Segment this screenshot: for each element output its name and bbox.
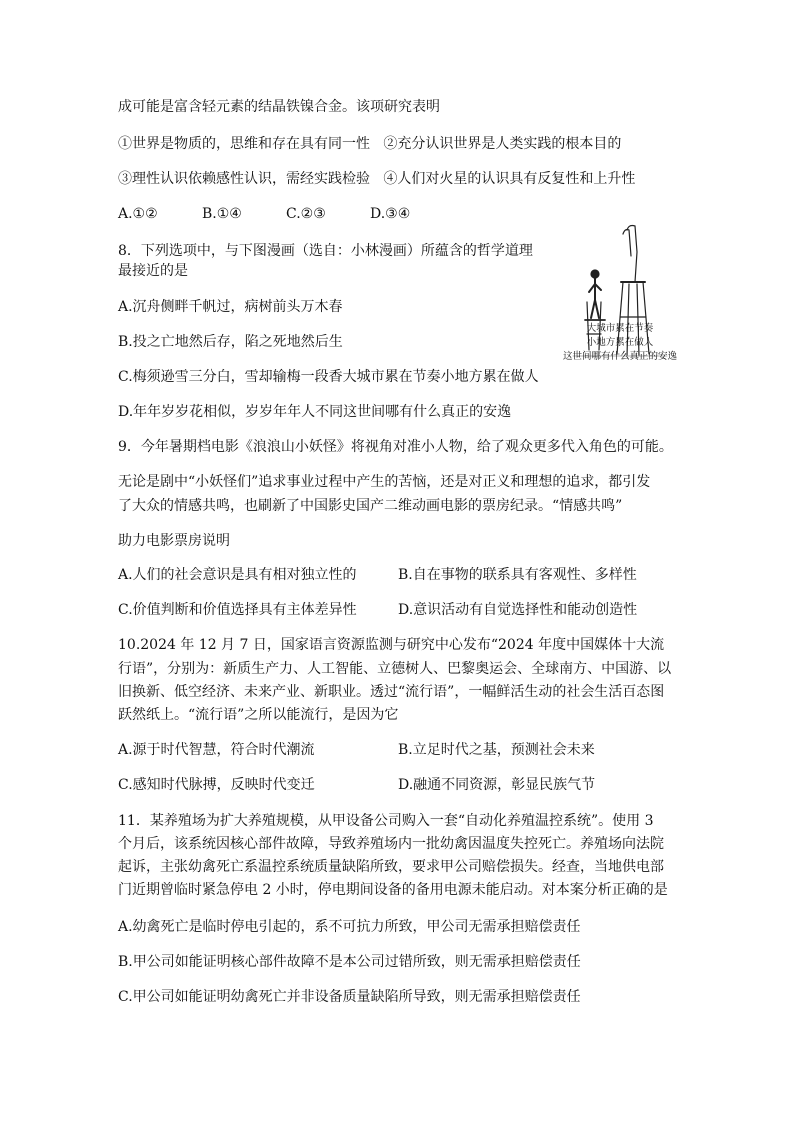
q10-option-b: B.立足时代之基，预测社会未来 [398, 742, 595, 758]
q9-option-d: D.意识活动有自觉选择性和能动创造性 [398, 602, 638, 618]
q7-option-b: B.①④ [202, 206, 242, 222]
q8-option-c: C.梅须逊雪三分白，雪却输梅一段香大城市累在节奏小地方累在做人 [118, 369, 539, 385]
q8-option-d: D.年年岁岁花相似，岁岁年年人不同这世间哪有什么真正的安逸 [118, 404, 512, 420]
q11-stem-line4: 门近期曾临时紧急停电 2 小时，停电期间设备的备用电源未能启动。对本案分析正确的是 [118, 882, 668, 898]
q11-stem-line2: 个月后，该系统因核心部件故障，导致养殖场内一批幼禽因温度失控死亡。养殖场向法院 [118, 836, 664, 852]
q10-option-c: C.感知时代脉搏，反映时代变迁 [118, 777, 315, 793]
q7-option-d: D.③④ [370, 206, 411, 222]
q7-statements-row1 [118, 135, 621, 153]
q7-statements-row2 [118, 170, 635, 188]
q10-option-a: A.源于时代智慧，符合时代潮流 [118, 742, 315, 758]
q11-option-c: C.甲公司如能证明幼禽死亡并非设备质量缺陷所导致，则无需承担赔偿责任 [118, 989, 581, 1005]
q9-stem-line1: 9．今年暑期档电影《浪浪山小妖怪》将视角对准小人物，给了观众更多代入角色的可能。 [118, 439, 673, 455]
q10-option-d: D.融通不同资源，彰显民族气节 [398, 777, 596, 793]
cartoon-caption-line2: 小地方累在做人 [586, 337, 654, 348]
q8-stem-line2: 最接近的是 [118, 263, 188, 279]
q10-stem-line1: 10.2024 年 12 月 7 日，国家语言资源监测与研究中心发布“2024 年度中国媒体十大流 [118, 637, 665, 653]
q7-stem-tail: 成可能是富含轻元素的结晶铁镍合金。该项研究表明 [118, 99, 440, 115]
q11-stem-line3: 起诉，主张幼禽死亡系温控系统质量缺陷所致，要求甲公司赔偿损失。经查，当地供电部 [118, 859, 664, 875]
q9-option-c: C.价值判断和价值选择具有主体差异性 [118, 602, 357, 618]
q9-option-a: A.人们的社会意识是具有相对独立性的 [118, 567, 357, 583]
q11-option-b: B.甲公司如能证明核心部件故障不是本公司过错所致，则无需承担赔偿责任 [118, 954, 581, 970]
q11-stem-line1: 11．某养殖场为扩大养殖规模，从甲设备公司购入一套“自动化养殖温控系统”。使用 3 [118, 813, 654, 829]
q8-stem-line1: 8．下列选项中，与下图漫画（选自：小林漫画）所蕴含的哲学道理 [118, 243, 533, 259]
q9-stem-line3: 了大众的情感共鸣，也刷新了中国影史国产二维动画电影的票房纪录。“情感共鸣” [118, 498, 623, 514]
q10-stem-line2: 行语”，分别为：新质生产力、人工智能、立德树人、巴黎奥运会、全球南方、中国游、以 [118, 661, 672, 677]
q7-statement-4: ④人们对火星的认识具有反复性和上升性 [383, 171, 636, 187]
q7-statement-3: ③理性认识依赖感性认识，需经实践检验 [118, 171, 370, 187]
q9-stem-line2: 无论是剧中“小妖怪们”追求事业过程中产生的苦恼，还是对正义和理想的追求，都引发 [118, 474, 651, 490]
cartoon-caption-line1: 大城市累在节奏 [586, 323, 654, 334]
q7-option-a: A.①② [118, 206, 158, 222]
q8-option-b: B.投之亡地然后存，陷之死地然后生 [118, 334, 343, 350]
q7-statement-1: ①世界是物质的，思维和存在具有同一性 [118, 136, 370, 152]
q7-statement-2: ②充分认识世界是人类实践的根本目的 [383, 136, 622, 152]
q10-stem-line3: 旧换新、低空经济、未来产业、新职业。透过“流行语”，一幅鲜活生动的社会生活百态图 [118, 684, 665, 700]
q11-option-a: A.幼禽死亡是临时停电引起的，系不可抗力所致，甲公司无需承担赔偿责任 [118, 919, 581, 935]
cartoon-caption-line3: 这世间哪有什么真正的安逸 [562, 351, 677, 362]
q8-option-a: A.沉舟侧畔千帆过，病树前头万木春 [118, 299, 343, 315]
q9-option-b: B.自在事物的联系具有客观性、多样性 [398, 567, 637, 583]
q7-option-c: C.②③ [286, 206, 326, 222]
q10-stem-line4: 跃然纸上。“流行语”之所以能流行，是因为它 [118, 707, 399, 723]
q9-stem-line4: 助力电影票房说明 [118, 533, 230, 549]
